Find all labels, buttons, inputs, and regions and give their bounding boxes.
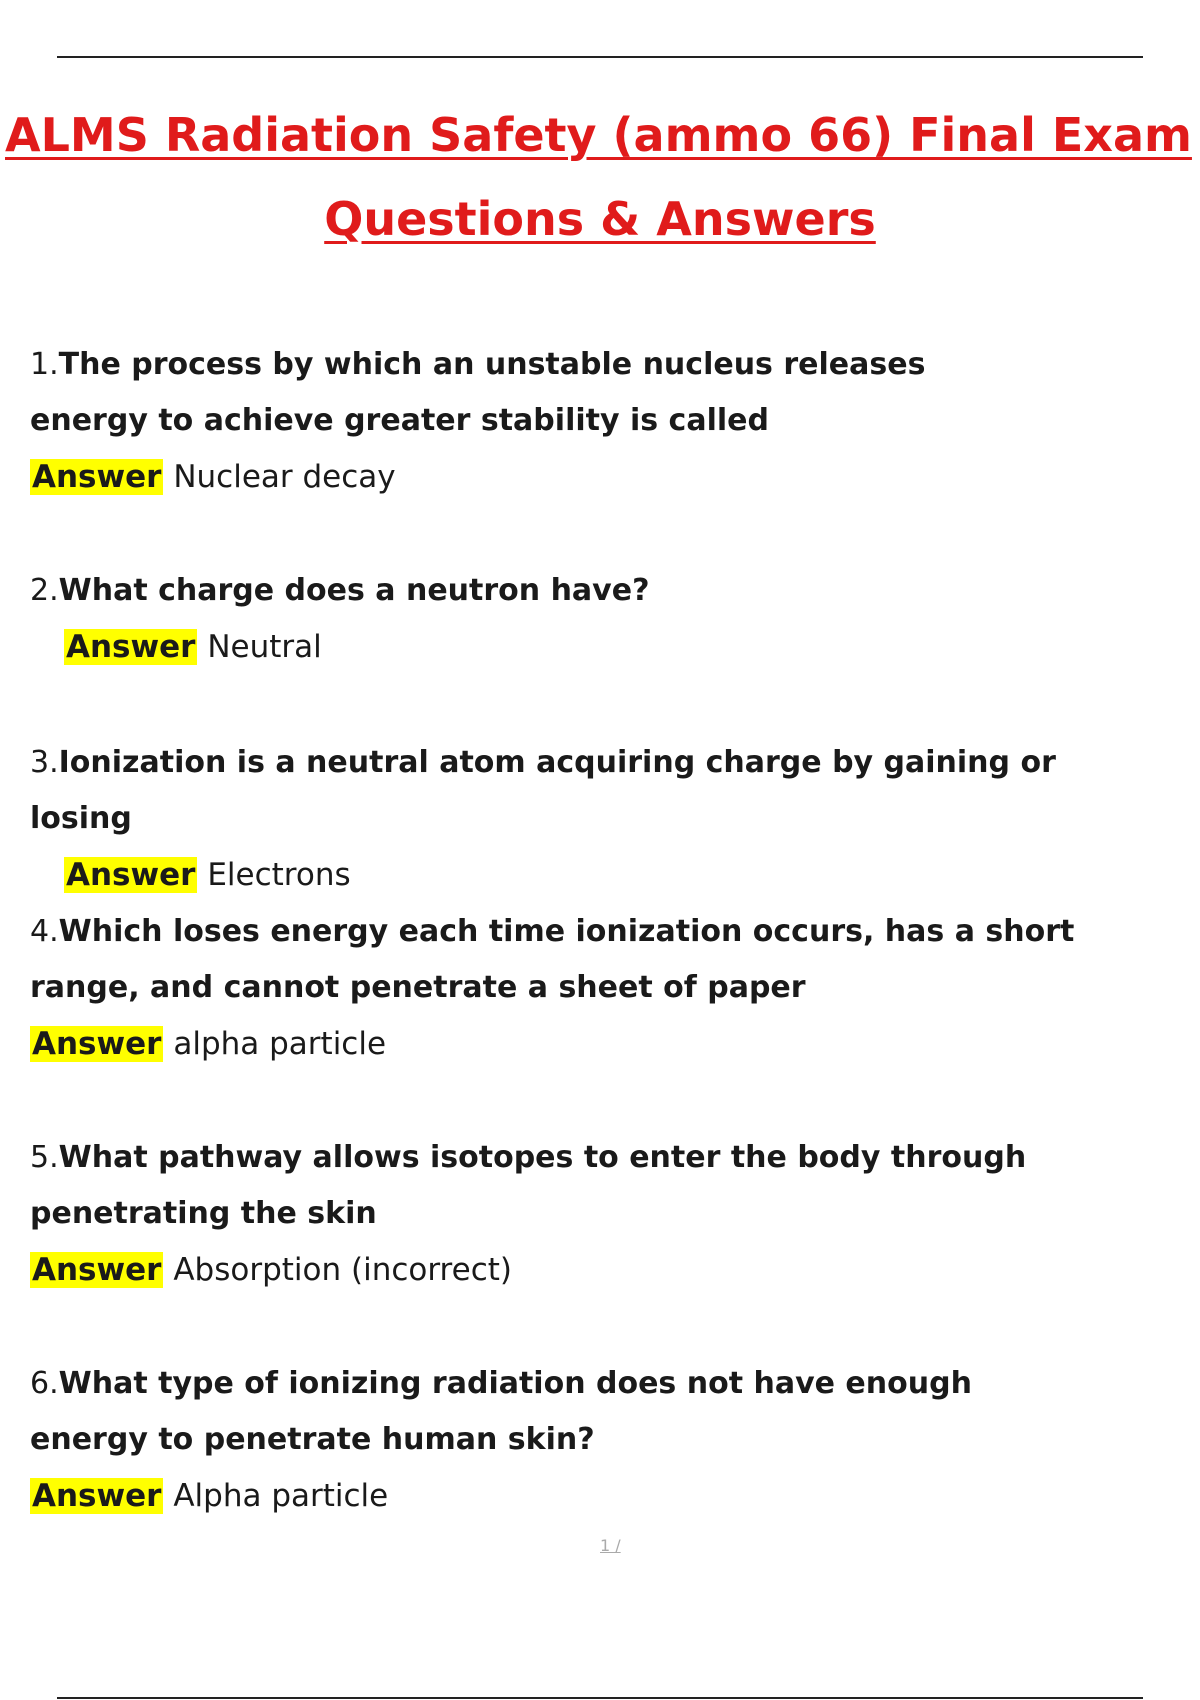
answer-line [30, 619, 1160, 675]
answer-label: Answer [66, 629, 196, 665]
answer-text: Alpha particle [173, 1478, 389, 1514]
answer-line [30, 847, 1160, 903]
top-rule [57, 56, 1143, 58]
qa-item-5 [30, 1130, 1160, 1298]
question-body: The process by which an unstable nucleus releases energy to achieve greater stability is called [30, 347, 926, 438]
question-number: 6. [30, 1366, 59, 1401]
question-body: Ionization is a neutral atom acquiring charge by gaining or losing [30, 745, 1056, 836]
question-text [30, 904, 1130, 1016]
question-number: 5. [30, 1140, 59, 1175]
answer-label: Answer [32, 1026, 162, 1062]
qa-item-3 [30, 735, 1160, 903]
question-text [30, 735, 1160, 847]
answer-label: Answer [66, 857, 196, 893]
question-body: Which loses energy each time ionization occurs, has a short range, and cannot penetrate a sheet of paper [30, 914, 1075, 1005]
page-number: 1 / [600, 1536, 621, 1555]
qa-item-6 [30, 1356, 1160, 1524]
document-title: ALMS Radiation Safety (ammo 66) Final Exam [5, 108, 1192, 162]
document-subtitle: Questions & Answers [324, 192, 876, 246]
answer-text: Electrons [207, 857, 351, 893]
answer-text: Neutral [207, 629, 322, 665]
answer-label: Answer [32, 459, 162, 495]
question-body: What type of ionizing radiation does not have enough energy to penetrate human skin? [30, 1366, 972, 1457]
answer-label: Answer [32, 1478, 162, 1514]
question-number: 2. [30, 573, 59, 608]
answer-line [30, 1016, 1160, 1072]
question-number: 3. [30, 745, 59, 780]
qa-item-2 [30, 563, 1160, 675]
answer-text: Nuclear decay [173, 459, 396, 495]
answer-line [30, 1242, 1160, 1298]
question-number: 4. [30, 914, 59, 949]
question-number: 1. [30, 347, 59, 382]
question-text [30, 1356, 1090, 1468]
question-text [30, 1130, 1150, 1242]
question-text [30, 563, 1160, 619]
answer-text: alpha particle [173, 1026, 387, 1062]
qa-item-4 [30, 904, 1160, 1072]
qa-item-1 [30, 337, 1160, 505]
answer-label: Answer [32, 1252, 162, 1288]
question-text [30, 337, 1040, 449]
answer-text: Absorption (incorrect) [173, 1252, 512, 1288]
bottom-rule [57, 1697, 1143, 1699]
answer-line [30, 1468, 1160, 1524]
question-body: What pathway allows isotopes to enter the body through penetrating the skin [30, 1140, 1027, 1231]
question-body: What charge does a neutron have? [58, 573, 650, 608]
answer-line [30, 449, 1160, 505]
